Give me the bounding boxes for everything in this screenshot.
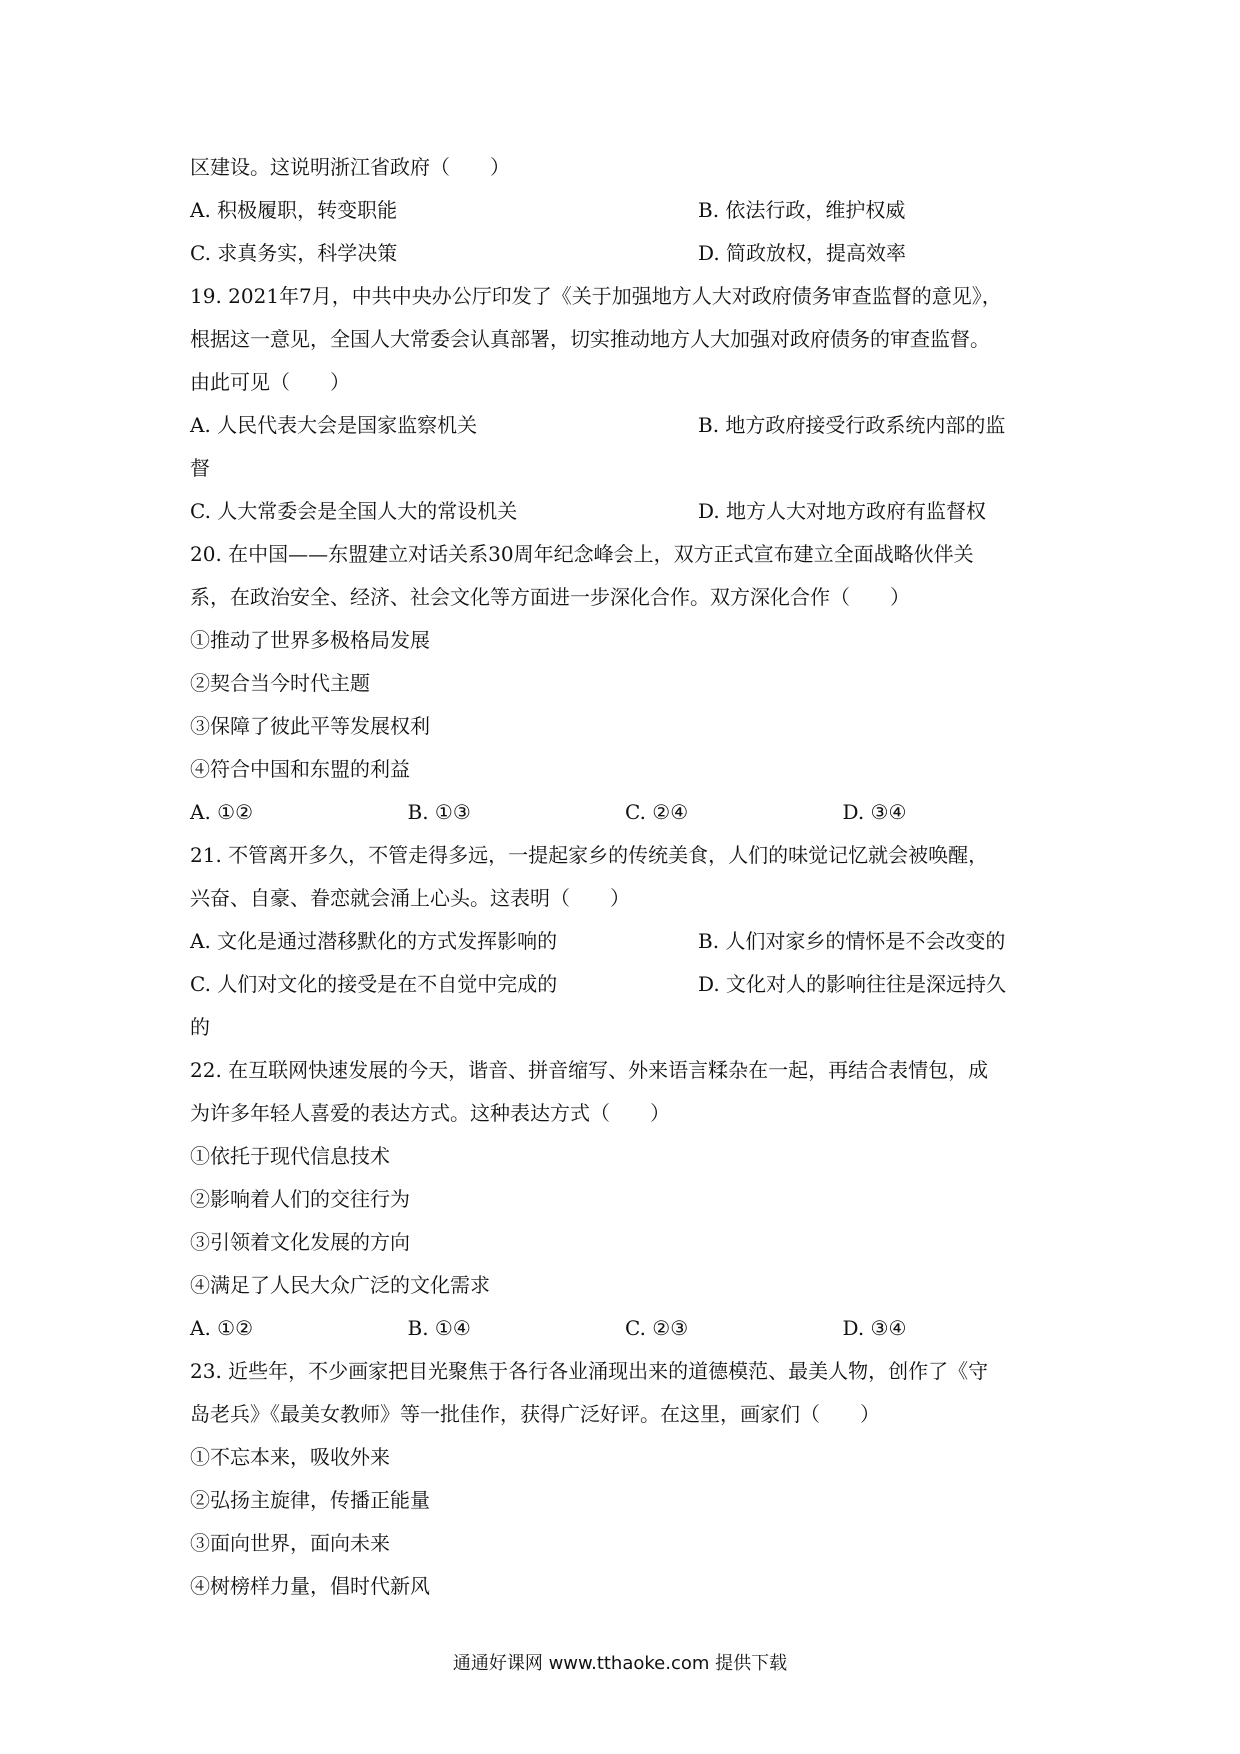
page-footer: 通通好课网 www.tthaoke.com 提供下载 — [452, 1653, 788, 1674]
q23-stem-line-2: 岛老兵》《最美女教师》等一批佳作，获得广泛好评。在这里，画家们（ ） — [190, 1402, 880, 1426]
q18-options-row-2 — [190, 232, 1060, 275]
q21-options-row-2 — [190, 963, 1060, 1006]
q20-item-2: ②契合当今时代主题 — [190, 671, 370, 695]
q22-item-4: ④满足了人民大众广泛的文化需求 — [190, 1273, 490, 1297]
q19-stem-line-2: 根据这一意见，全国人大常委会认真部署，切实推动地方人大加强对政府债务的审查监督。 — [190, 327, 990, 351]
q22-options-row — [190, 1307, 1060, 1350]
q19-stem-line-1: 19. 2021年7月，中共中央办公厅印发了《关于加强地方人大对政府债务审查监督的意见》， — [190, 284, 1002, 308]
q22-option-d: D. ③④ — [842, 1316, 907, 1340]
q21-option-d: D. 文化对人的影响往往是深远持久 — [698, 972, 1007, 996]
q20-option-a: A. ①② — [190, 800, 254, 824]
q23-item-3: ③面向世界，面向未来 — [190, 1531, 390, 1555]
q22-option-a: A. ①② — [190, 1316, 254, 1340]
q20-option-d: D. ③④ — [842, 800, 907, 824]
q18-option-c: C. 求真务实，科学决策 — [190, 241, 398, 265]
q20-item-1: ①推动了世界多极格局发展 — [190, 628, 430, 652]
q18-option-d: D. 简政放权，提高效率 — [698, 241, 907, 265]
q18-option-a: A. 积极履职，转变职能 — [190, 198, 398, 222]
q18-options-row-1 — [190, 189, 1060, 232]
q19-options-row-2 — [190, 490, 1060, 533]
q20-item-3: ③保障了彼此平等发展权利 — [190, 714, 430, 738]
q19-stem-line-3: 由此可见（ ） — [190, 370, 350, 394]
q22-item-3: ③引领着文化发展的方向 — [190, 1230, 410, 1254]
q20-item-4: ④符合中国和东盟的利益 — [190, 757, 410, 781]
q21-stem-line-1: 21. 不管离开多久，不管走得多远，一提起家乡的传统美食，人们的味觉记忆就会被唤醒， — [190, 843, 989, 867]
q23-item-1: ①不忘本来，吸收外来 — [190, 1445, 390, 1469]
q22-stem-line-2: 为许多年轻人喜爱的表达方式。这种表达方式（ ） — [190, 1101, 670, 1125]
q22-option-b: B. ①④ — [407, 1316, 471, 1340]
q23-item-2: ②弘扬主旋律，传播正能量 — [190, 1488, 430, 1512]
q19-option-a: A. 人民代表大会是国家监察机关 — [190, 413, 478, 437]
page-content — [190, 146, 1060, 1608]
q21-option-c: C. 人们对文化的接受是在不自觉中完成的 — [190, 972, 558, 996]
q18-option-b: B. 依法行政，维护权威 — [698, 198, 906, 222]
q21-stem-line-2: 兴奋、自豪、眷恋就会涌上心头。这表明（ ） — [190, 886, 630, 910]
q19-option-d: D. 地方人大对地方政府有监督权 — [698, 499, 987, 523]
q23-stem-line-1: 23. 近些年，不少画家把目光聚焦于各行各业涌现出来的道德模范、最美人物，创作了《守 — [190, 1359, 989, 1383]
q23-item-4: ④树榜样力量，倡时代新风 — [190, 1574, 430, 1598]
q22-option-c: C. ②③ — [625, 1316, 689, 1340]
q19-options-row-1 — [190, 404, 1060, 447]
q22-item-1: ①依托于现代信息技术 — [190, 1144, 390, 1168]
q21-option-a: A. 文化是通过潜移默化的方式发挥影响的 — [190, 929, 558, 953]
q20-stem-line-1: 20. 在中国——东盟建立对话关系30周年纪念峰会上，双方正式宣布建立全面战略伙伴关 — [190, 542, 974, 566]
q22-item-2: ②影响着人们的交往行为 — [190, 1187, 410, 1211]
q21-options-row-1 — [190, 920, 1060, 963]
q21-option-d-wrap: 的 — [190, 1015, 210, 1039]
q19-option-b: B. 地方政府接受行政系统内部的监 — [698, 413, 1006, 437]
q21-option-b: B. 人们对家乡的情怀是不会改变的 — [698, 929, 1006, 953]
q20-option-c: C. ②④ — [625, 800, 689, 824]
q22-stem-line-1: 22. 在互联网快速发展的今天，谐音、拼音缩写、外来语言糅杂在一起，再结合表情包，成 — [190, 1058, 989, 1082]
q20-stem-line-2: 系，在政治安全、经济、社会文化等方面进一步深化合作。双方深化合作（ ） — [190, 585, 910, 609]
q20-options-row — [190, 791, 1060, 834]
q19-option-c: C. 人大常委会是全国人大的常设机关 — [190, 499, 518, 523]
q18-stem-cont: 区建设。这说明浙江省政府（ ） — [190, 155, 510, 179]
q20-option-b: B. ①③ — [407, 800, 471, 824]
q19-option-b-wrap: 督 — [190, 456, 210, 480]
